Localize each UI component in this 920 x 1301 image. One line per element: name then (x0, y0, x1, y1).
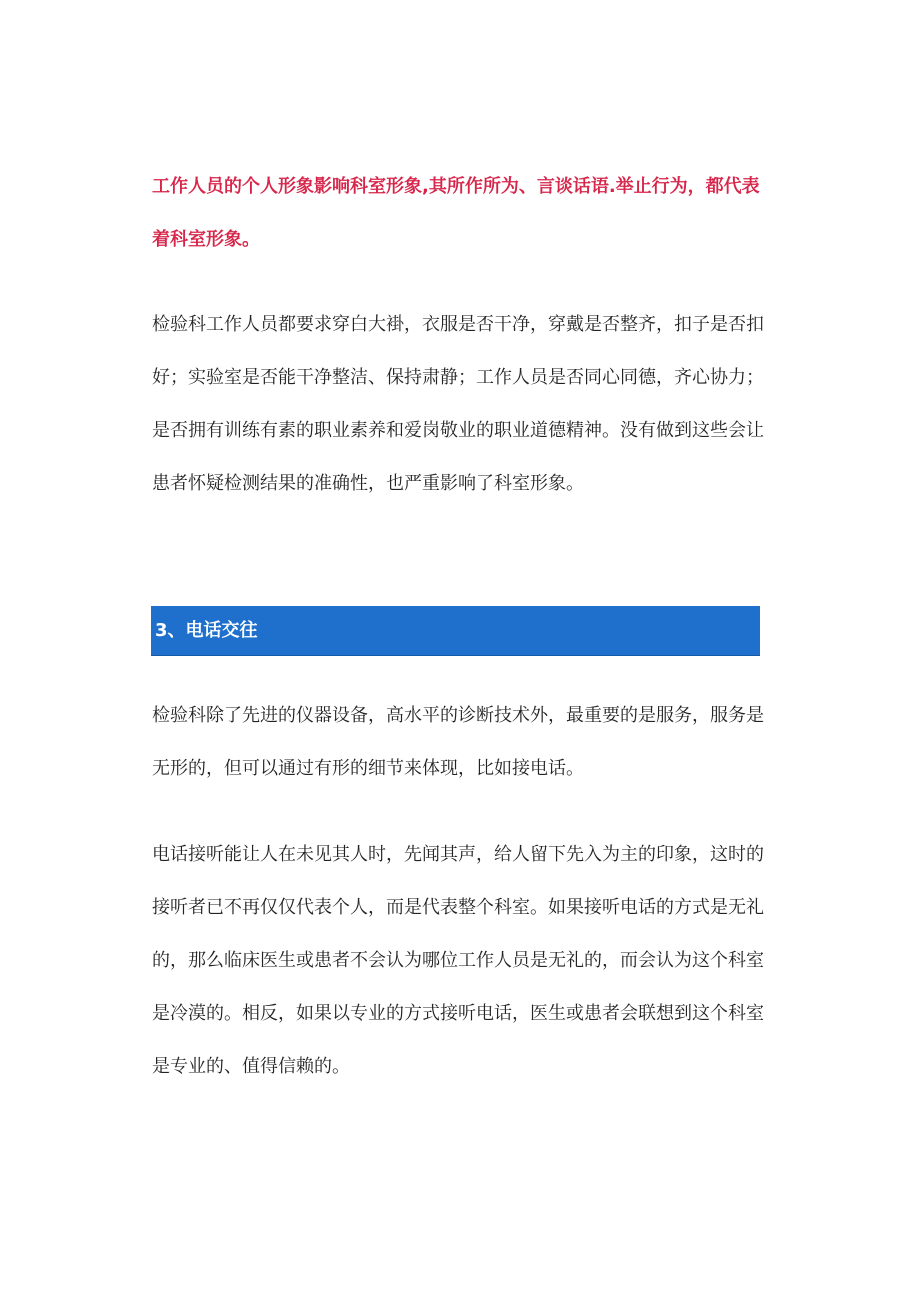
section-heading-title: 3、电话交往 (155, 620, 258, 641)
body-paragraph-dress-code: 检验科工作人员都要求穿白大褂，衣服是否干净，穿戴是否整齐，扣子是否扣好；实验室是否能干净整洁、保持肃静；工作人员是否同心同德，齐心协力；是否拥有训练有素的职业素养和爱岗敬业的职业道德精神。没有做到这些会让患者怀疑检测结果的准确性，也严重影响了科室形象。 (152, 314, 764, 494)
highlight-paragraph: 工作人员的个人形象影响科室形象,其所作所为、言谈话语.举止行为，都代表着科室形象。 (152, 176, 760, 250)
section-heading-bar (151, 606, 760, 656)
body-paragraph-service: 检验科除了先进的仪器设备，高水平的诊断技术外，最重要的是服务，服务是无形的，但可以通过有形的细节来体现，比如接电话。 (152, 705, 764, 779)
body-paragraph-phone-etiquette: 电话接听能让人在未见其人时，先闻其声，给人留下先入为主的印象，这时的接听者已不再仅仅代表个人，而是代表整个科室。如果接听电话的方式是无礼的，那么临床医生或患者不会认为哪位工作人员是无礼的，而会认为这个科室是冷漠的。相反，如果以专业的方式接听电话，医生或患者会联想到这个科室是专业的、值得信赖的。 (152, 844, 764, 1077)
